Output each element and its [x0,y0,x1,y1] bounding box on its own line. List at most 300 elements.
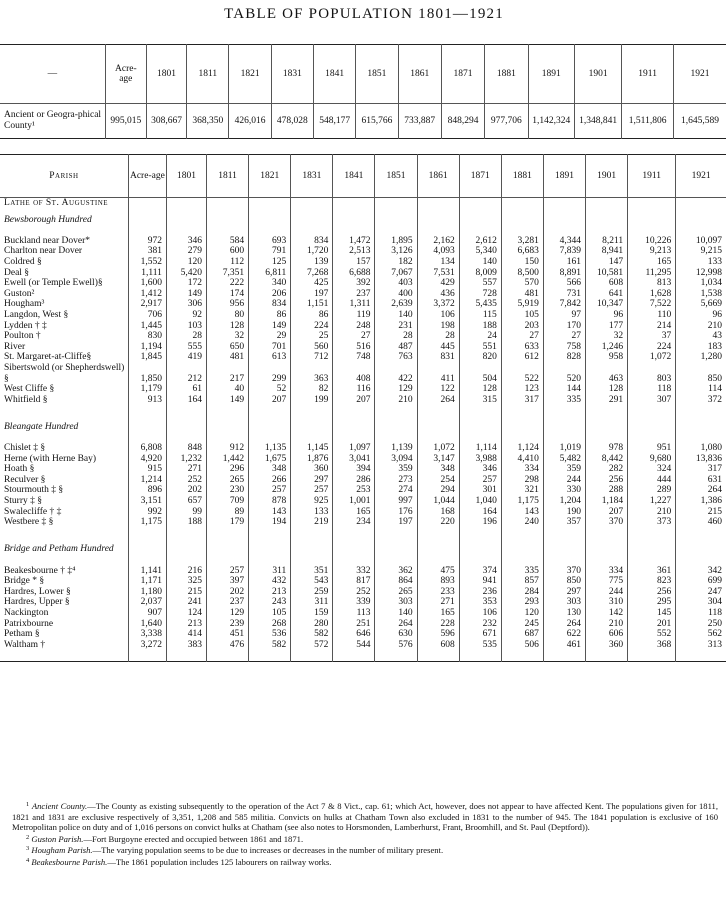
population-cell: 516 [333,342,375,353]
spacer-cell [0,528,128,539]
parish-name-cell: Swalecliffe † ‡ [0,507,128,518]
spacer-cell [417,209,459,226]
population-cell: 348 [417,464,459,475]
spacer-cell [501,650,543,661]
population-cell: 256 [586,475,628,486]
footnote-mark: 1 [26,801,30,808]
population-cell: 2,513 [333,246,375,257]
spacer-cell [417,650,459,661]
population-cell: 1,311 [333,299,375,310]
table-row [0,587,726,598]
population-cell: 823 [628,576,676,587]
population-cell: 3,338 [128,629,166,640]
population-cell: 422 [375,363,417,384]
population-cell: 306 [166,299,206,310]
spacer-cell [249,405,291,416]
spacer-cell [586,528,628,539]
population-cell: 213 [166,619,206,630]
spacer-row [0,405,726,416]
table-row [0,454,726,465]
population-cell: 251 [333,619,375,630]
population-cell: 1,180 [128,587,166,598]
population-cell: 1,204 [543,496,585,507]
footnote-text: —The County as existing subsequently to the operation of the Act 7 & 8 Vict., cap. 61; which Act, however, does not appear to have affected Kent. The populations given for 1811, 1821 and 1831 are exclusive respectively of 3,351, 1,208 and 585 militia. Convicts on hulks at Chatham Town also excluded in 1831 to the number of 945. The 1841 population is exclusive of 160 Metropolitan police on duty and of 1,016 persons on convict hulks at Chatham (see also notes to Horsmonden, Lamberhurst, Frant, Broomhill, and St. Paul (Deptford)). [12,801,718,833]
population-cell: 1,034 [700,278,722,289]
population-cell: 317 [501,395,543,406]
county-value-cell: 995,015 [105,104,146,139]
population-cell: 834 [291,236,333,247]
county-name-cell: Ancient or Geogra-phical County¹ [0,104,105,139]
population-cell: 2,917 [128,299,166,310]
spacer-cell [333,432,375,443]
spacer-cell [628,432,676,443]
population-cell: 206 [249,289,291,300]
spacer-cell [207,650,249,661]
population-cell: 43 [712,331,722,342]
spacer-cell [333,198,375,209]
parish-header-cell: 1921 [676,155,726,198]
population-cell: 128 [207,321,249,332]
county-value-cell: 478,028 [271,104,313,139]
spacer-cell [501,198,543,209]
footnote-mark: 2 [26,833,30,841]
population-cell: 140 [459,257,501,268]
population-cell: 99 [166,507,206,518]
population-cell: 139 [291,257,333,268]
population-cell: 1,194 [128,342,166,353]
parish-name-cell: Lydden † ‡ [0,321,128,332]
population-cell: 9,213 [628,246,676,257]
parish-header-cell: 1841 [333,155,375,198]
lathe-heading [0,198,726,209]
parish-name-cell: Charlton near Dover [0,246,128,257]
population-cell: 1,628 [628,289,676,300]
spacer-cell [628,225,676,236]
population-cell: 133 [291,507,333,518]
parish-header-cell: 1891 [543,155,585,198]
population-cell: 425 [291,278,333,289]
population-cell: 394 [333,464,375,475]
table-row [0,395,726,406]
spacer-cell [586,198,628,209]
population-cell: 201 [628,619,676,630]
spacer-cell [333,405,375,416]
spacer-cell [128,405,166,416]
parish-name-cell: Whitfield § [0,395,128,406]
population-cell: 5,482 [543,454,585,465]
population-cell: 210 [375,395,417,406]
population-cell: 342 [707,565,722,576]
population-cell: 124 [166,608,206,619]
population-cell: 119 [333,310,375,321]
population-cell: 97 [543,310,585,321]
spacer-cell [207,528,249,539]
population-cell: 972 [128,236,166,247]
spacer-cell [417,225,459,236]
population-cell: 236 [459,587,501,598]
population-cell: 1,538 [700,288,722,299]
table-row [0,517,726,528]
population-cell: 142 [586,608,628,619]
population-cell: 572 [291,640,333,651]
population-cell: 112 [207,257,249,268]
population-cell: 207 [586,507,628,518]
population-cell: 8,009 [459,268,501,279]
population-cell: 3,147 [417,454,459,465]
population-cell: 196 [459,517,501,528]
table-row [0,236,726,247]
population-cell: 332 [333,566,375,577]
parish-name-cell: Patrixbourne [0,619,128,630]
population-cell: 28 [417,331,459,342]
population-cell: 106 [459,608,501,619]
population-cell: 165 [417,608,459,619]
population-cell: 1,044 [417,496,459,507]
population-cell: 144 [543,384,585,395]
county-header-label: — [0,45,105,104]
population-cell: 1,151 [291,299,333,310]
population-cell: 8,442 [586,454,628,465]
population-cell: 115 [459,310,501,321]
population-cell: 105 [501,310,543,321]
table-row [0,443,726,454]
population-cell: 2,037 [128,597,166,608]
population-cell: 1,171 [128,576,166,587]
population-cell: 214 [628,321,676,332]
population-cell: 370 [543,566,585,577]
population-cell: 429 [417,278,459,289]
population-cell: 830 [128,331,166,342]
population-cell: 164 [166,395,206,406]
population-cell: 630 [375,629,417,640]
population-cell: 252 [333,587,375,598]
table-row [0,629,726,640]
population-cell: 878 [249,496,291,507]
population-cell: 728 [459,289,501,300]
population-cell: 253 [333,485,375,496]
population-cell: 37 [628,331,676,342]
parish-header-cell: 1871 [459,155,501,198]
parish-name-cell: Hardres, Lower § [0,587,128,598]
population-cell: 813 [628,278,676,289]
population-cell: 1,135 [249,443,291,454]
population-cell: 9,215 [700,246,722,257]
parish-name-cell: Herne (with Herne Bay) [0,454,128,465]
hundred-heading [0,538,726,555]
population-cell: 1,720 [291,246,333,257]
spacer-cell [128,555,166,566]
population-cell: 373 [628,517,676,528]
spacer-cell [501,209,543,226]
population-cell: 536 [249,629,291,640]
spacer-cell [543,538,585,555]
population-cell: 956 [207,299,249,310]
population-cell: 622 [543,629,585,640]
spacer-cell [166,405,206,416]
population-cell: 133 [707,256,722,267]
spacer-cell [128,209,166,226]
county-header-cell: 1801 [146,45,186,104]
population-cell: 1,214 [128,475,166,486]
population-cell: 699 [707,576,722,587]
parish-header-cell: 1821 [249,155,291,198]
spacer-cell [249,650,291,661]
population-cell: 280 [291,619,333,630]
population-cell: 286 [333,475,375,486]
population-cell: 400 [375,289,417,300]
spacer-cell [676,555,726,566]
population-cell: 831 [417,352,459,363]
spacer-cell [501,538,543,555]
parish-name-cell: West Cliffe § [0,384,128,395]
population-cell: 340 [249,278,291,289]
population-cell: 143 [501,507,543,518]
population-cell: 231 [375,321,417,332]
population-cell: 857 [501,576,543,587]
footnote-text: —Fort Burgoyne erected and occupied between 1861 and 1871. [83,833,304,844]
population-cell: 701 [249,342,291,353]
parish-name-cell: Langdon, West § [0,310,128,321]
population-cell: 544 [333,640,375,651]
population-cell: 357 [543,517,585,528]
population-cell: 92 [166,310,206,321]
population-cell: 244 [543,475,585,486]
population-cell: 7,531 [417,268,459,279]
population-cell: 6,808 [128,443,166,454]
spacer-cell [501,432,543,443]
population-cell: 197 [291,289,333,300]
spacer-cell [249,528,291,539]
population-cell: 5,435 [459,299,501,310]
population-cell: 257 [249,485,291,496]
spacer-cell [459,209,501,226]
spacer-cell [166,198,206,209]
population-cell: 1,850 [128,363,166,384]
population-cell: 552 [628,629,676,640]
population-cell: 657 [166,496,206,507]
hundred-heading-label: Bleangate Hundred [0,416,128,433]
population-cell: 174 [207,289,249,300]
spacer-cell [628,209,676,226]
county-header-cell: 1811 [187,45,229,104]
county-header-cell: 1871 [441,45,484,104]
parish-name-cell: River [0,342,128,353]
population-cell: 27 [333,331,375,342]
population-cell: 4,093 [417,246,459,257]
population-cell: 27 [501,331,543,342]
spacer-cell [676,528,726,539]
parish-name-cell: Ewell (or Temple Ewell)§ [0,278,128,289]
population-cell: 1,445 [128,321,166,332]
spacer-cell [375,538,417,555]
lathe-heading-label: Lathe of St. Augustine [0,198,128,209]
spacer-cell [586,432,628,443]
population-cell: 566 [543,278,585,289]
spacer-cell [291,650,333,661]
parish-header-cell: 1851 [375,155,417,198]
population-cell: 105 [249,608,291,619]
population-cell: 817 [333,576,375,587]
population-cell: 334 [586,566,628,577]
population-cell: 143 [249,507,291,518]
population-cell: 608 [586,278,628,289]
population-cell: 1,552 [128,257,166,268]
population-cell: 307 [628,395,676,406]
spacer-cell [501,555,543,566]
population-cell: 706 [128,310,166,321]
population-cell: 301 [459,485,501,496]
population-cell: 118 [708,607,722,618]
population-cell: 360 [586,640,628,651]
population-cell: 293 [501,597,543,608]
population-cell: 217 [207,363,249,384]
population-cell: 896 [128,485,166,496]
population-cell: 10,226 [628,236,676,247]
population-cell: 520 [543,363,585,384]
spacer-cell [249,225,291,236]
population-cell: 997 [375,496,417,507]
county-data-row [0,104,726,139]
parish-name-cell: Hardres, Upper § [0,597,128,608]
table-row [0,566,726,577]
population-cell: 80 [207,310,249,321]
population-cell: 28 [375,331,417,342]
population-cell: 157 [333,257,375,268]
parish-header-cell: Acre-age [128,155,166,198]
table-row [0,464,726,475]
population-cell: 264 [543,619,585,630]
population-cell: 296 [207,464,249,475]
county-value-cell: 368,350 [187,104,229,139]
spacer-cell [375,528,417,539]
footnote [12,844,718,856]
spacer-cell [459,416,501,433]
population-cell: 633 [501,342,543,353]
population-cell: 487 [375,342,417,353]
population-cell: 1,072 [417,443,459,454]
population-cell: 198 [417,321,459,332]
population-cell: 159 [291,608,333,619]
spacer-cell [543,650,585,661]
table-row [0,321,726,332]
population-cell: 32 [586,331,628,342]
population-cell: 522 [501,363,543,384]
population-cell: 164 [459,507,501,518]
population-cell: 8,891 [543,268,585,279]
spacer-cell [166,209,206,226]
population-cell: 202 [207,587,249,598]
population-cell: 230 [207,485,249,496]
population-cell: 791 [249,246,291,257]
population-cell: 461 [543,640,585,651]
population-cell: 224 [291,321,333,332]
spacer-cell [459,650,501,661]
population-cell: 576 [375,640,417,651]
spacer-cell [417,538,459,555]
spacer-cell [207,432,249,443]
population-cell: 52 [249,384,291,395]
population-cell: 3,126 [375,246,417,257]
spacer-cell [628,650,676,661]
population-cell: 96 [586,310,628,321]
population-cell: 330 [543,485,585,496]
population-cell: 1,280 [700,352,722,363]
population-cell: 118 [628,384,676,395]
population-cell: 32 [207,331,249,342]
population-cell: 803 [628,363,676,384]
population-cell: 294 [417,485,459,496]
population-cell: 7,067 [375,268,417,279]
population-cell: 6,683 [501,246,543,257]
spacer-cell [586,538,628,555]
spacer-cell [249,432,291,443]
spacer-cell [586,209,628,226]
spacer-cell [676,416,726,433]
population-cell: 403 [375,278,417,289]
population-cell: 346 [459,464,501,475]
spacer-cell [166,538,206,555]
population-cell: 951 [628,443,676,454]
population-cell: 252 [166,475,206,486]
population-cell: 7,842 [543,299,585,310]
county-table [0,44,726,139]
population-cell: 190 [543,507,585,518]
population-cell: 86 [291,310,333,321]
population-cell: 103 [166,321,206,332]
population-cell: 7,351 [207,268,249,279]
population-cell: 335 [501,566,543,577]
population-cell: 237 [207,597,249,608]
population-cell: 237 [333,289,375,300]
hundred-heading-label: Bewsborough Hundred [0,209,128,226]
population-cell: 183 [707,341,722,352]
population-cell: 1,675 [249,454,291,465]
population-cell: 149 [166,289,206,300]
county-header-cell: 1821 [229,45,271,104]
population-cell: 210 [586,619,628,630]
county-value-cell: 1,142,324 [528,104,574,139]
population-cell: 5,340 [459,246,501,257]
population-cell: 481 [207,352,249,363]
population-cell: 4,410 [501,454,543,465]
population-cell: 6,688 [333,268,375,279]
spacer-cell [676,432,726,443]
parish-name-cell: St. Margaret-at-Cliffe§ [0,352,128,363]
population-cell: 297 [543,587,585,598]
table-row [0,597,726,608]
population-cell: 130 [543,608,585,619]
population-cell: 295 [628,597,676,608]
spacer-cell [333,209,375,226]
county-header-cell: 1841 [314,45,356,104]
population-cell: 9,680 [628,454,676,465]
parish-header-cell: 1811 [207,155,249,198]
population-cell: 392 [333,278,375,289]
spacer-cell [166,528,206,539]
spacer-cell [375,432,417,443]
footnote [12,856,718,868]
population-cell: 197 [375,517,417,528]
parish-name-cell: Sturry ‡ § [0,496,128,507]
population-cell: 86 [249,310,291,321]
population-cell: 259 [291,587,333,598]
population-cell: 10,347 [586,299,628,310]
population-cell: 436 [417,289,459,300]
population-cell: 335 [543,395,585,406]
population-cell: 913 [128,395,166,406]
population-cell: 339 [333,597,375,608]
table-row [0,310,726,321]
